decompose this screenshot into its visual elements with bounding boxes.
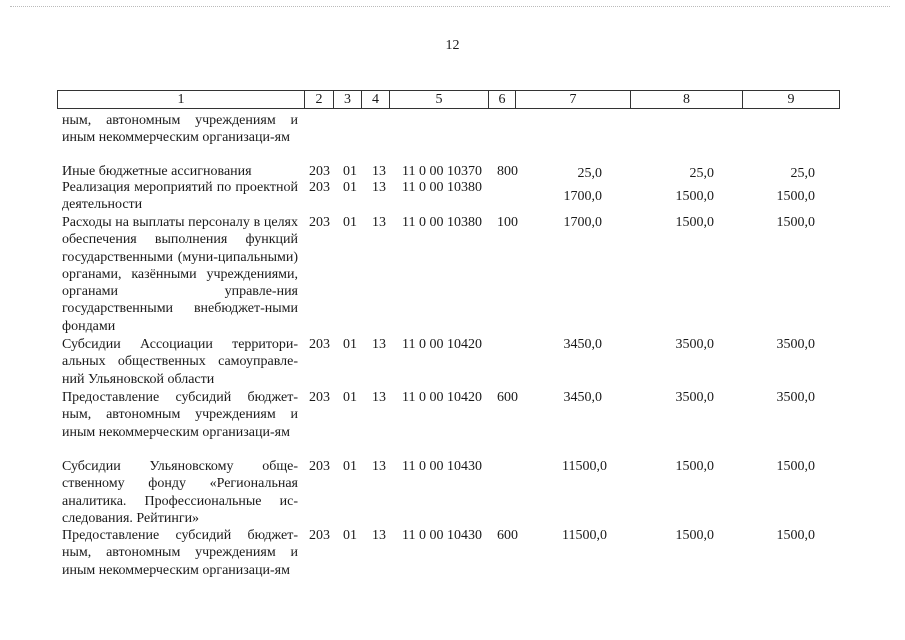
- row-code-5: 11 0 00 10380: [402, 180, 482, 195]
- header-col-8: 8: [631, 91, 743, 108]
- row-code-4: 13: [372, 337, 386, 352]
- row-code-5: 11 0 00 10420: [402, 390, 482, 405]
- row-code-5: 11 0 00 10430: [402, 528, 482, 543]
- row-code-4: 13: [372, 180, 386, 195]
- row-description: Предоставление субсидий бюджет-ным, автономным учреждениям и иным некоммерческим организаци-ям: [62, 390, 298, 440]
- row-value-7: 3450,0: [563, 390, 602, 405]
- row-code-2: 203: [309, 459, 330, 474]
- row-code-3: 01: [343, 337, 357, 352]
- header-col-1: 1: [58, 91, 305, 108]
- row-value-9: 1500,0: [776, 528, 815, 543]
- row-code-2: 203: [309, 215, 330, 230]
- row-value-7: 11500,0: [562, 528, 607, 543]
- row-value-9: 1500,0: [776, 459, 815, 474]
- header-col-6: 6: [489, 91, 516, 108]
- row-value-8: 1500,0: [675, 189, 714, 204]
- row-code-6: 600: [497, 390, 518, 405]
- row-code-4: 13: [372, 164, 386, 179]
- row-code-3: 01: [343, 215, 357, 230]
- row-code-2: 203: [309, 390, 330, 405]
- row-value-7: 1700,0: [563, 215, 602, 230]
- row-description: Расходы на выплаты персоналу в целях обеспечения выполнения функций государственными (муни-ципальными) органами, казёнными учреждениями, органами управле-ния государственными внебюджет-ными фондами: [62, 215, 298, 334]
- row-description: Реализация мероприятий по проектной деятельности: [62, 180, 298, 213]
- row-description: Субсидии Ульяновскому обще-ственному фонду «Региональная аналитика. Профессиональные ис-следования. Рейтинги»: [62, 459, 298, 526]
- row-code-2: 203: [309, 337, 330, 352]
- row-code-6: 600: [497, 528, 518, 543]
- row-code-4: 13: [372, 528, 386, 543]
- row-description: Иные бюджетные ассигнования: [62, 164, 252, 179]
- row-code-5: 11 0 00 10420: [402, 337, 482, 352]
- row-value-8: 1500,0: [675, 528, 714, 543]
- row-value-8: 1500,0: [675, 459, 714, 474]
- header-col-4: 4: [362, 91, 390, 108]
- page-number: 12: [445, 38, 460, 53]
- row-value-7: 25,0: [577, 166, 602, 181]
- row-value-7: 1700,0: [563, 189, 602, 204]
- row-value-9: 1500,0: [776, 215, 815, 230]
- row-code-3: 01: [343, 180, 357, 195]
- row-value-7: 11500,0: [562, 459, 607, 474]
- row-code-5: 11 0 00 10370: [402, 164, 482, 179]
- row-code-5: 11 0 00 10430: [402, 459, 482, 474]
- header-col-3: 3: [334, 91, 362, 108]
- row-value-8: 3500,0: [675, 337, 714, 352]
- row-description: ным, автономным учреждениям и иным некоммерческим организаци-ям: [62, 113, 298, 146]
- row-code-2: 203: [309, 528, 330, 543]
- header-col-5: 5: [390, 91, 489, 108]
- row-value-9: 3500,0: [776, 390, 815, 405]
- row-code-3: 01: [343, 164, 357, 179]
- row-value-9: 3500,0: [776, 337, 815, 352]
- row-description: Субсидии Ассоциации территори-альных общественных самоуправле-ний Ульяновской области: [62, 337, 298, 387]
- row-code-3: 01: [343, 459, 357, 474]
- row-value-8: 3500,0: [675, 390, 714, 405]
- row-code-4: 13: [372, 215, 386, 230]
- row-code-5: 11 0 00 10380: [402, 215, 482, 230]
- header-col-9: 9: [787, 92, 795, 107]
- row-code-2: 203: [309, 164, 330, 179]
- header-col-2: 2: [305, 91, 334, 108]
- row-code-4: 13: [372, 459, 386, 474]
- row-value-9: 1500,0: [776, 189, 815, 204]
- row-code-2: 203: [309, 180, 330, 195]
- row-value-8: 25,0: [689, 166, 714, 181]
- row-value-7: 3450,0: [563, 337, 602, 352]
- table-header: [57, 90, 840, 109]
- row-value-8: 1500,0: [675, 215, 714, 230]
- scan-top-edge: [10, 6, 890, 7]
- row-code-4: 13: [372, 390, 386, 405]
- row-code-6: 100: [497, 215, 518, 230]
- row-description: Предоставление субсидий бюджет-ным, автономным учреждениям и иным некоммерческим организаци-ям: [62, 528, 298, 578]
- header-col-7: 7: [516, 91, 631, 108]
- row-code-6: 800: [497, 164, 518, 179]
- row-code-3: 01: [343, 528, 357, 543]
- row-code-3: 01: [343, 390, 357, 405]
- row-value-9: 25,0: [790, 166, 815, 181]
